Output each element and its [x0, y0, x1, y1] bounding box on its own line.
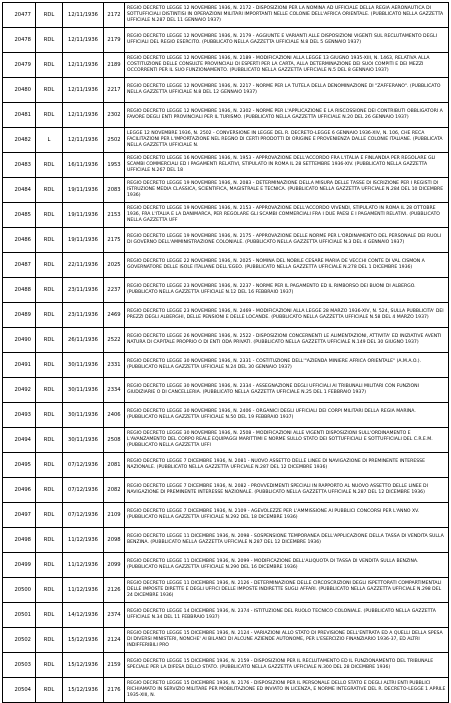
act-date: 23/11/1936 [63, 278, 104, 303]
table-row [3, 603, 449, 628]
act-type: RDL [36, 53, 63, 78]
table-row [3, 78, 449, 103]
records-table-container [2, 2, 449, 698]
act-description-text: REGIO DECRETO LEGGE 26 NOVEMBRE 1936, N. 2522 - DISPOSIZIONI CONCERNENTI LE ALIMENTAZIONI, ATTIVITA' ED INIZIATIVE AVENTI NATURA DI CAPITALE PROPRIO O DI ENTI ODA PRIVATI. (PUBBLICATO NELLA GAZZETTA UFFICIALE N.149 DEL 30 GIUGNO 1937) [127, 334, 442, 345]
act-type: L [36, 128, 63, 153]
act-type: RDL [36, 478, 63, 503]
act-description [125, 603, 449, 628]
act-description-text: REGIO DECRETO LEGGE 12 NOVEMBRE 1936, N. 2189 - MODIFICAZIONI ALLA LEGGE 13 GIUGNO 1935-XIII, N. 1463, RELATIVA ALLA COSTITUZIONE DELLE CONSULTE PROVINCIALI DI ESPERTI PER LA CARTA, ALLA DETERMINAZIONE DEI SUOI COMPITI E DEI MEZZI OCCORRENTI PER IL SUO FUNZIONAMENTO. (PUBBLICATO NELLA GAZZETTA UFFICIALE N.5 DEL 8 GENNAIO 1937) [127, 56, 430, 73]
table-row [3, 653, 449, 678]
record-number: 20487 [3, 253, 36, 278]
act-description [125, 678, 449, 703]
act-number: 2025 [104, 253, 125, 278]
act-description [125, 478, 449, 503]
act-description-text: REGIO DECRETO LEGGE 11 DICEMBRE 1936, N. 2098 - SOSPENSIONE TEMPORANEA DELL'APPLICAZIONE DELLA TASSA DI VENDITA SULLA BENZINA. (PUBBLICATO NELLA GAZZETTA UFFICIALE N.287 DEL 12 DICEMBRE 1936) [127, 534, 444, 545]
table-row [3, 353, 449, 378]
act-date: 26/11/1936 [63, 328, 104, 353]
act-type: RDL [36, 628, 63, 653]
act-date: 12/11/1936 [63, 28, 104, 53]
table-row [3, 403, 449, 428]
act-type: RDL [36, 403, 63, 428]
act-description [125, 78, 449, 103]
record-number: 20500 [3, 578, 36, 603]
act-description [125, 553, 449, 578]
act-date: 19/11/1936 [63, 203, 104, 228]
act-description-text: REGIO DECRETO LEGGE 30 NOVEMBRE 1936, N. 2406 - ORGANICI DEGLI UFFICIALI DEI CORPI MILITARI DELLA REGIA MARINA. (PUBBLICATO NELLA GAZZETTA UFFICIALE N.50 DEL 19 FEBBRAIO 1937) [127, 409, 416, 420]
act-type: RDL [36, 678, 63, 703]
act-description [125, 503, 449, 528]
act-type: RDL [36, 178, 63, 203]
records-table [2, 2, 449, 703]
act-number: 2098 [104, 528, 125, 553]
table-row [3, 153, 449, 178]
table-row [3, 378, 449, 403]
table-row [3, 578, 449, 603]
act-description [125, 103, 449, 128]
record-number: 20488 [3, 278, 36, 303]
record-number: 20499 [3, 553, 36, 578]
act-number: 2302 [104, 103, 125, 128]
act-description [125, 203, 449, 228]
act-description [125, 3, 449, 28]
act-number: 2176 [104, 678, 125, 703]
act-description [125, 353, 449, 378]
act-number: 2082 [104, 478, 125, 503]
table-row [3, 303, 449, 328]
act-date: 12/11/1936 [63, 128, 104, 153]
act-type: RDL [36, 278, 63, 303]
act-number: 2469 [104, 303, 125, 328]
act-type: RDL [36, 353, 63, 378]
act-date: 07/12/1936 [63, 453, 104, 478]
record-number: 20484 [3, 178, 36, 203]
record-number: 20477 [3, 3, 36, 28]
act-date: 30/11/1936 [63, 428, 104, 453]
record-number: 20491 [3, 353, 36, 378]
act-type: RDL [36, 528, 63, 553]
act-description-text: REGIO DECRETO LEGGE 23 NOVEMBRE 1936, N. 2237 - NORME PER IL PAGAMENTO ED IL RIMBORSO DEI BUONI DI ALBERGO. (PUBBLICATO NELLA GAZZETTA UFFICIALE N.12 DEL 16 FEBBRAIO 1937) [127, 284, 416, 295]
act-number: 2331 [104, 353, 125, 378]
table-row [3, 478, 449, 503]
act-description-text: REGIO DECRETO LEGGE 11 DICEMBRE 1936, N. 2126 - DETERMINAZIONE DELLE CIRCOSCRIZIONI DEGLI ISPETTORATI COMPARTIMENTALI DELLE IMPOSTE DIRETTE E DEGLI UFFICI DELLE IMPOSTE INDIRETTE SUGLI AFFARI. (PUBBLICATO NELLA GAZZETTA UFFICIALE N.298 DEL 24 DICEMBRE 1936) [127, 581, 442, 598]
act-description-text: REGIO DECRETO LEGGE 19 NOVEMBRE 1936, N. 2153 - APPROVAZIONE DELL'ACCORDO VIVENDI, STIPULATO IN ROMA IL 28 OTTOBRE 1936, FRA L'ITALIA E LA DANIMARCA, PER REGOLARE GLI SCAMBI COMMERCIALI FRA I DUE PAESI E I PAGAMENTI RELATIVI. (PUBBLICATO NELLA GAZZETTA UFF [127, 206, 440, 223]
act-number: 2126 [104, 578, 125, 603]
act-date: 12/11/1936 [63, 78, 104, 103]
act-number: 2083 [104, 178, 125, 203]
act-description-text: REGIO DECRETO LEGGE 15 DICEMBRE 1936, N. 2124 - VARIAZIONI ALLO STATO DI PREVISIONE DELL'ENTRATA ED A QUELLI DELLA SPESA DI DIVERSI MINISTERI, NONCHE' AI BILANCI DI ALCUNE AZIENDE AUTONOME, PER L'ESERCIZIO FINANZIARIO 1936-37, ED ALTRI INDIFFERIBILI PRO [127, 631, 443, 648]
act-type: RDL [36, 503, 63, 528]
record-number: 20494 [3, 428, 36, 453]
act-date: 15/12/1936 [63, 653, 104, 678]
act-description-text: REGIO DECRETO LEGGE 7 DICEMBRE 1936, N. 2081 - NUOVO ASSETTO DELLE LINEE DI NAVIGAZIONE DI PREMINENTE INTERESSE NAZIONALE. (PUBBLICATO NELLA GAZZETTA UFFICIALE N.287 DEL 12 DICEMBRE 1936) [127, 459, 425, 470]
act-description-text: REGIO DECRETO LEGGE 15 DICEMBRE 1936, N. 2176 - DISPOSIZIONI PER IL PERSONALE DELLO STATO E DEGLI ALTRI ENTI PUBBLICI RICHIAMATO IN SERVIZIO MILITARE PER MOBILITAZIONE ED INVIATO IN LICENZA, E NORME INTEGRATIVE DEL R. DECRETO-LEGGE 1 APRILE 1935-XIII, N. [127, 681, 446, 698]
act-type: RDL [36, 78, 63, 103]
act-number: 2179 [104, 28, 125, 53]
record-number: 20485 [3, 203, 36, 228]
act-description [125, 303, 449, 328]
act-date: 07/12/1936 [63, 503, 104, 528]
record-number: 20479 [3, 53, 36, 78]
act-type: RDL [36, 553, 63, 578]
act-date: 11/12/1936 [63, 578, 104, 603]
act-type: RDL [36, 453, 63, 478]
act-number: 2124 [104, 628, 125, 653]
act-number: 2406 [104, 403, 125, 428]
record-number: 20501 [3, 603, 36, 628]
act-type: RDL [36, 653, 63, 678]
act-description-text: REGIO DECRETO LEGGE 30 NOVEMBRE 1936, N. 2508 - MODIFICAZIONI ALLE VIGENTI DISPOSIZIONI SULL'ORDINAMENTO E L'AVANZAMENTO DEL CORPO REALE EQUIPAGGI MARITTIMI E NORME SULLO STATO DEI SOTTUFFICIALI E SOTTUFFICIALI DEL C.R.E.M. (PUBBLICATO NELLA GAZZETTA UFFI [127, 431, 433, 448]
act-date: 15/12/1936 [63, 628, 104, 653]
record-number: 20480 [3, 78, 36, 103]
act-type: RDL [36, 378, 63, 403]
act-description [125, 328, 449, 353]
table-row [3, 203, 449, 228]
act-date: 12/11/1936 [63, 53, 104, 78]
act-date: 30/11/1936 [63, 378, 104, 403]
record-number: 20504 [3, 678, 36, 703]
act-number: 2508 [104, 428, 125, 453]
act-description [125, 253, 449, 278]
act-number: 2081 [104, 453, 125, 478]
table-row [3, 253, 449, 278]
act-description [125, 403, 449, 428]
table-row [3, 528, 449, 553]
act-number: 2153 [104, 203, 125, 228]
act-number: 2374 [104, 603, 125, 628]
record-number: 20503 [3, 653, 36, 678]
act-number: 2175 [104, 228, 125, 253]
record-number: 20496 [3, 478, 36, 503]
records-table-body [3, 3, 449, 703]
act-type: RDL [36, 28, 63, 53]
record-number: 20489 [3, 303, 36, 328]
act-type: RDL [36, 428, 63, 453]
record-number: 20478 [3, 28, 36, 53]
act-date: 30/11/1936 [63, 403, 104, 428]
act-description [125, 28, 449, 53]
act-description [125, 53, 449, 78]
act-number: 2099 [104, 553, 125, 578]
act-number: 2172 [104, 3, 125, 28]
record-number: 20486 [3, 228, 36, 253]
act-date: 30/11/1936 [63, 353, 104, 378]
act-number: 2217 [104, 78, 125, 103]
table-row [3, 678, 449, 703]
table-row [3, 453, 449, 478]
act-description-text: LEGGE 12 NOVEMBRE 1936, N. 2502 - CONVERSIONE IN LEGGE DEL R. DECRETO-LEGGE 6 GENNAIO 1936-XIV, N. 106, CHE RECA FACILITAZIONI PER L'IMPORTAZIONE NEL REGNO DI CERTI PRODOTTI DI ORIGINE E PROVENIENZA DALLE COLONIE ITALIANE. (PUBBLICATA NELLA GAZZETTA UFFICIALE N. [127, 131, 443, 148]
act-type: RDL [36, 153, 63, 178]
act-date: 11/12/1936 [63, 528, 104, 553]
act-date: 07/12/1936 [63, 478, 104, 503]
act-date: 19/11/1936 [63, 178, 104, 203]
record-number: 20482 [3, 128, 36, 153]
act-number: 2334 [104, 378, 125, 403]
act-description [125, 128, 449, 153]
act-description [125, 278, 449, 303]
table-row [3, 503, 449, 528]
act-number: 2237 [104, 278, 125, 303]
record-number: 20498 [3, 528, 36, 553]
act-type: RDL [36, 3, 63, 28]
table-row [3, 228, 449, 253]
act-description-text: REGIO DECRETO LEGGE 12 NOVEMBRE 1936, N. 2217 - NORME PER LA TUTELA DELLA DENOMINAZIONE DI "ZAFFERANO". (PUBBLICATO NELLA GAZZETTA UFFICIALE N.8 DEL 12 GENNAIO 1937) [127, 84, 441, 95]
table-row [3, 553, 449, 578]
act-date: 15/12/1936 [63, 678, 104, 703]
table-row [3, 178, 449, 203]
act-description [125, 528, 449, 553]
table-row [3, 53, 449, 78]
act-type: RDL [36, 103, 63, 128]
act-description-text: REGIO DECRETO LEGGE 23 NOVEMBRE 1936, N. 2469 - MODIFICAZIONI ALLA LEGGE 28 MARZO 1936-XIV, N. 524, SULLA PUBBLICITA' DEI PREZZI DEGLI ALBERGHI, DELLE PENSIONI E DELLE LOCANDE. (PUBBLICATO NELLA GAZZETTA UFFICIALE N.58 DEL 4 MARZO 1937) [127, 309, 444, 320]
table-row [3, 328, 449, 353]
record-number: 20490 [3, 328, 36, 353]
act-number: 1953 [104, 153, 125, 178]
act-description [125, 153, 449, 178]
record-number: 20502 [3, 628, 36, 653]
act-description-text: REGIO DECRETO LEGGE 12 NOVEMBRE 1936, N. 2179 - AGGIUNTE E VARIANTI ALLE DISPOSIZIONI VIGENTI SUL RECLUTAMENTO DEGLI UFFICIALI DEL REGIO ESERCITO. (PUBBLICATO NELLA GAZZETTA UFFICIALE N.8 DEL 5 GENNAIO 1937) [127, 34, 437, 45]
act-description [125, 228, 449, 253]
record-number: 20481 [3, 103, 36, 128]
act-type: RDL [36, 328, 63, 353]
table-row [3, 428, 449, 453]
record-number: 20483 [3, 153, 36, 178]
act-description-text: REGIO DECRETO LEGGE 14 DICEMBRE 1936, N. 2374 - ISTITUZIONE DEL RUOLO TECNICO COLONIALE. (PUBBLICATO NELLA GAZZETTA UFFICIALE N.34 DEL 11 FEBBRAIO 1937) [127, 609, 436, 620]
act-date: 16/11/1936 [63, 153, 104, 178]
act-description-text: REGIO DECRETO LEGGE 15 DICEMBRE 1936, N. 2159 - DISPOSIZIONI PER IL RECLUTAMENTO ED IL FUNZIONAMENTO DEL TRIBUNALE SPECIALE PER LA DIFESA DELLO STATO. (PUBBLICATO NELLA GAZZETTA UFFICIALE N.300 DEL 28 DICEMBRE 1936) [127, 659, 434, 670]
act-date: 14/12/1936 [63, 603, 104, 628]
act-date: 11/12/1936 [63, 553, 104, 578]
act-description [125, 378, 449, 403]
table-row [3, 278, 449, 303]
act-date: 12/11/1936 [63, 103, 104, 128]
record-number: 20497 [3, 503, 36, 528]
record-number: 20492 [3, 378, 36, 403]
act-description [125, 428, 449, 453]
act-description-text: REGIO DECRETO LEGGE 30 NOVEMBRE 1936, N. 2334 - ASSEGNAZIONE DEGLI UFFICIALI AI TRIBUNALI MILITARI CON FUNZIONI GIUDIZIARIE O DI CANCELLERIA. (PUBBLICATO NELLA GAZZETTA UFFICIALE N.25 DEL 1 FEBBRAIO 1937) [127, 384, 419, 395]
act-description-text: REGIO DECRETO LEGGE 19 NOVEMBRE 1936, N. 2083 - DETERMINAZIONE DELLA MISURA DELLE TASSE DI ISCRIZIONE PER I REGISTI DI ISTRUZIONE MEDIA CLASSICA, SCIENTIFICA, MAGISTRALE E TECNICA. (PUBBLICATO NELLA GAZZETTA UFFICIALE N.284 DEL 10 DICEMBRE 1936) [127, 181, 444, 198]
act-type: RDL [36, 228, 63, 253]
act-type: RDL [36, 578, 63, 603]
act-type: RDL [36, 303, 63, 328]
act-description-text: REGIO DECRETO LEGGE 22 NOVEMBRE 1936, N. 2025 - NOMINA DEL NOBILE CESARE MARIA DE VECCHI CONTE DI VAL CISMON A GOVERNATORE DELLE ISOLE ITALIANE DELL'EGEO. (PUBBLICATO NELLA GAZZETTA UFFICIALE N.278 DEL 1 DICEMBRE 1936) [127, 259, 425, 270]
table-row [3, 128, 449, 153]
act-description-text: REGIO DECRETO LEGGE 7 DICEMBRE 1936, N. 2082 - PROVVEDIMENTI SPECIALI IN RAPPORTO AL NUOVO ASSETTO DELLE LINEE DI NAVIGAZIONE DI PREMINENTE INTERESSE NAZIONALE. (PUBBLICATO NELLA GAZZETTA UFFICIALE N.287 DEL 12 DICEMBRE 1936) [127, 484, 428, 495]
act-description-text: REGIO DECRETO LEGGE 7 DICEMBRE 1936, N. 2109 - AGEVOLEZZE PER L'AMMISSIONE AI PUBBLICI CONCORSI PER L'ANNO XV. (PUBBLICATO NELLA GAZZETTA UFFICIALE N.292 DEL 18 DICEMBRE 1936) [127, 509, 420, 520]
table-row [3, 103, 449, 128]
act-date: 23/11/1936 [63, 303, 104, 328]
act-description [125, 653, 449, 678]
act-number: 2502 [104, 128, 125, 153]
act-description-text: REGIO DECRETO LEGGE 11 DICEMBRE 1936, N. 2099 - MODIFICAZIONE DELL'ALIQUOTA DI TASSA DI VENDITA SULLA BENZINA. (PUBBLICATO NELLA GAZZETTA UFFICIALE N.290 DEL 16 DICEMBRE 1936) [127, 559, 419, 570]
act-type: RDL [36, 603, 63, 628]
act-date: 12/11/1936 [63, 3, 104, 28]
act-type: RDL [36, 203, 63, 228]
act-number: 2109 [104, 503, 125, 528]
act-number: 2522 [104, 328, 125, 353]
act-number: 2159 [104, 653, 125, 678]
act-date: 19/11/1936 [63, 228, 104, 253]
act-description [125, 178, 449, 203]
act-description [125, 628, 449, 653]
act-type: RDL [36, 253, 63, 278]
table-row [3, 3, 449, 28]
act-description-text: REGIO DECRETO LEGGE 12 NOVEMBRE 1936, N. 2172 - DISPOSIZIONI PER LA NOMINA AD UFFICIALE DELLA REGIA AERONAUTICA DI SOTTUFFICIALI DISTINTISI IN OPERAZIONI MILITARI IMPORTANTI NELLE COLONIE DELL'AFRICA ORIENTALE. (PUBBLICATO NELLA GAZZETTA UFFICIALE N.287 DEL 11 GENNAIO 1937) [127, 6, 444, 23]
act-description [125, 578, 449, 603]
act-number: 2189 [104, 53, 125, 78]
act-description-text: REGIO DECRETO LEGGE 30 NOVEMBRE 1936, N. 2331 - COSTITUZIONE DELL'"AZIENDA MINIERE AFRICA ORIENTALE" (A.M.A.O.). (PUBBLICATO NELLA GAZZETTA UFFICIALE N.24 DEL 30 GENNAIO 1937) [127, 359, 421, 370]
act-description [125, 453, 449, 478]
table-row [3, 628, 449, 653]
act-description-text: REGIO DECRETO LEGGE 16 NOVEMBRE 1936, N. 1953 - APPROVAZIONE DELL'ACCORDO FRA L'ITALIA E FINLANDIA PER REGOLARE GLI SCAMBI COMMERCIALI ED I PAGAMENTI RELATIVI, STIPULATO IN ROMA IL 28 SETTEMBRE 1936-XIV. (PUBBLICATO NELLA GAZZETTA UFFICIALE N.267 DEL 18 [127, 156, 436, 173]
act-date: 22/11/1936 [63, 253, 104, 278]
record-number: 20493 [3, 403, 36, 428]
act-description-text: REGIO DECRETO LEGGE 12 NOVEMBRE 1936, N. 2302 - NORME PER L'APPLICAZIONE E LA RISCOSSIONE DEI CONTRIBUTI OBBLIGATORI A FAVORE DEGLI ENTI PROVINCIALI PER IL TURISMO. (PUBBLICATO NELLA GAZZETTA UFFICIALE N.20 DEL 26 GENNAIO 1937) [127, 109, 443, 120]
record-number: 20495 [3, 453, 36, 478]
table-row [3, 28, 449, 53]
act-description-text: REGIO DECRETO LEGGE 19 NOVEMBRE 1936, N. 2175 - APPROVAZIONE DELLE NORME PER L'ORDINAMENTO DEL PERSONALE DEI RUOLI DI GOVERNO DELL'AMMINISTRAZIONE COLONIALE. (PUBBLICATO NELLA GAZZETTA UFFICIALE N.3 DEL 4 GENNAIO 1937) [127, 234, 441, 245]
